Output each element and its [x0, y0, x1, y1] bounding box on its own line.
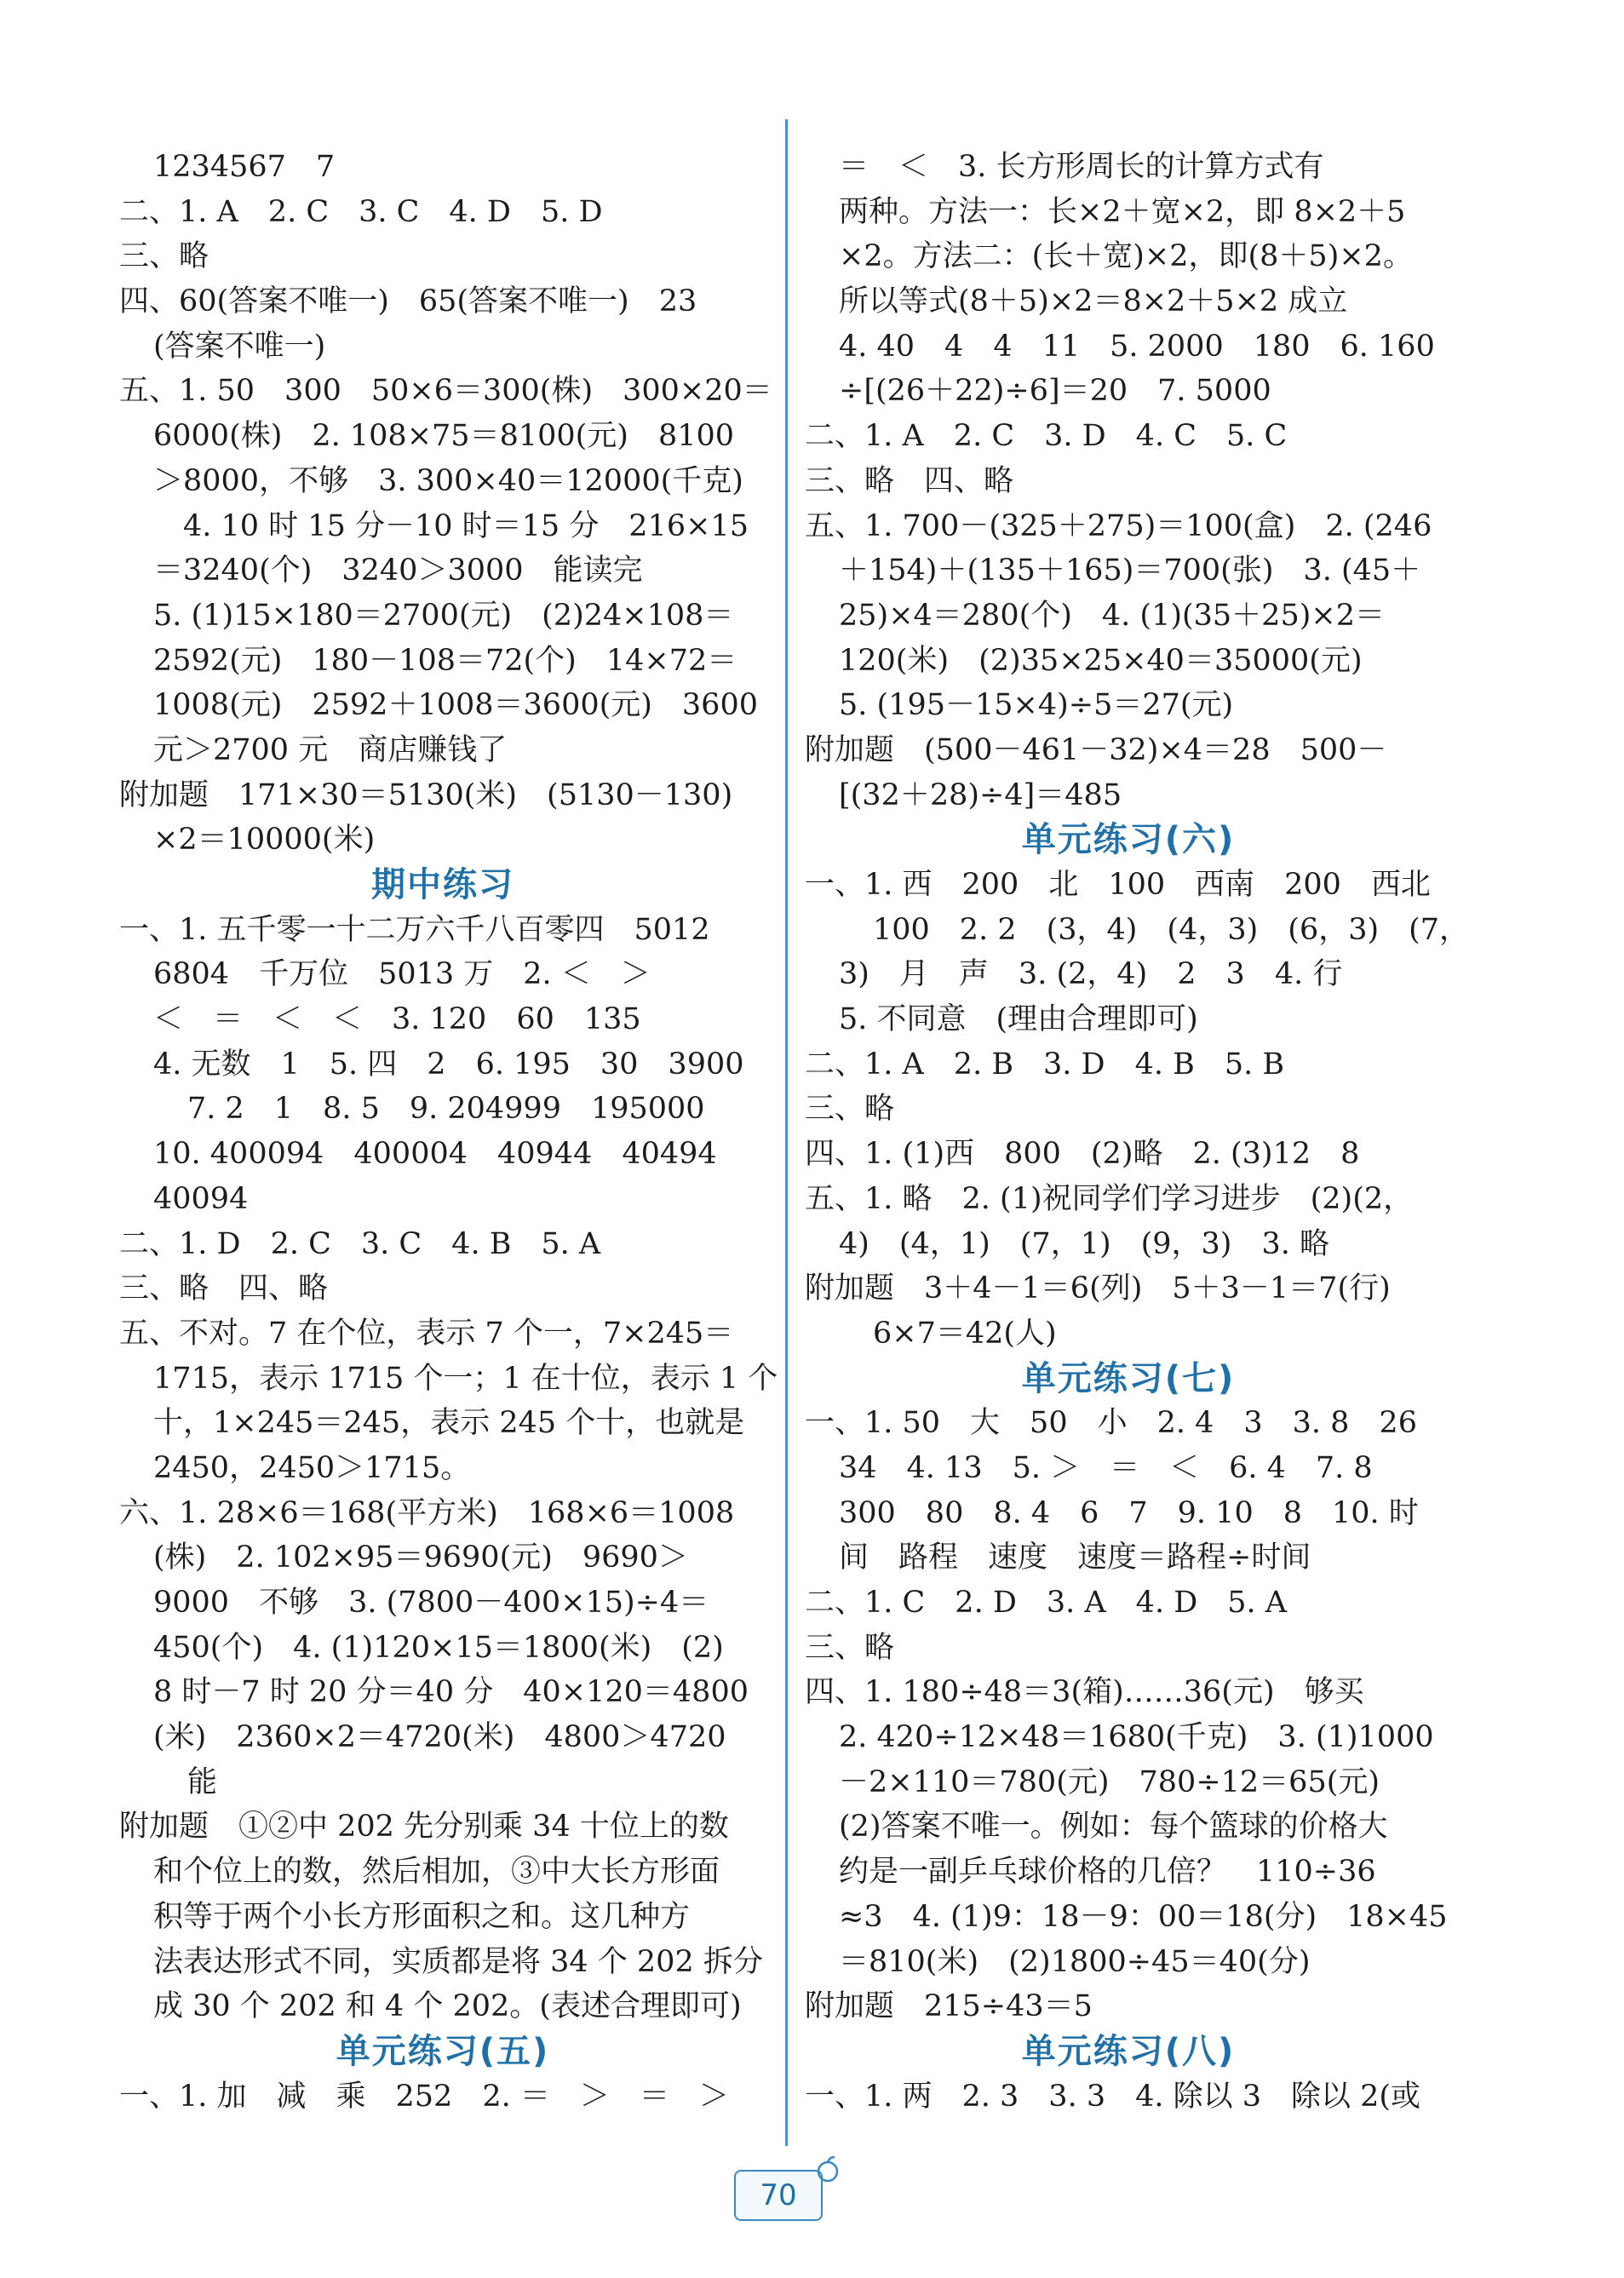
answer-line: 附加题 215÷43＝5	[805, 1989, 1093, 2024]
answer-line: 5. (1)15×180＝2700(元) (2)24×108＝	[153, 598, 734, 633]
answer-line: 一、1. 西 200 北 100 西南 200 西北	[805, 868, 1431, 902]
left-column	[119, 145, 778, 2119]
answer-line: 元＞2700 元 商店赚钱了	[153, 732, 508, 767]
answer-line: 4) (4，1) (7，1) (9，3) 3. 略	[839, 1226, 1329, 1261]
answer-line: 4. 无数 1 5. 四 2 6. 195 30 3900	[153, 1047, 744, 1082]
section-title: 单元练习(五)	[336, 2031, 550, 2071]
answer-line: 5. 不同意 (理由合理即可)	[839, 1002, 1198, 1037]
answer-line: 五、1. 略 2. (1)祝同学们学习进步 (2)(2，	[805, 1181, 1414, 1216]
answer-line: 能	[187, 1764, 218, 1799]
answer-line: 10. 400094 400004 40944 40494	[153, 1137, 717, 1172]
answer-line: 十，1×245＝245，表示 245 个十，也就是	[153, 1406, 745, 1441]
answer-line: 4. 10 时 15 分－10 时＝15 分 216×15	[153, 508, 749, 543]
answer-line: 6000(株) 2. 108×75＝8100(元) 8100	[153, 419, 735, 454]
answer-line: 二、1. A 2. C 3. D 4. C 5. C	[805, 419, 1288, 454]
answer-line: 25)×4＝280(个) 4. (1)(35＋25)×2＝	[839, 598, 1385, 633]
answer-line: ≈3 4. (1)9：18－9：00＝18(分) 18×45	[839, 1899, 1448, 1934]
answer-line: (株) 2. 102×95＝9690(元) 9690＞	[153, 1541, 688, 1575]
section-title: 单元练习(八)	[1021, 2031, 1236, 2071]
answer-line: ÷[(26＋22)÷6]＝20 7. 5000	[839, 374, 1271, 409]
apple-icon	[813, 2155, 842, 2183]
answer-line: 一、1. 加 减 乘 252 2. ＝ ＞ ＝ ＞	[119, 2079, 729, 2114]
answer-line: 三、略 四、略	[119, 1271, 329, 1306]
section-title: 期中练习	[371, 865, 514, 904]
answer-line: 三、略	[119, 239, 209, 274]
answer-line: 附加题 (500－461－32)×4＝28 500－	[805, 732, 1387, 767]
answer-line: 一、1. 50 大 50 小 2. 4 3 3. 8 26	[805, 1406, 1417, 1441]
answer-line: －2×110＝780(元) 780÷12＝65(元)	[839, 1764, 1380, 1799]
answer-line: 2592(元) 180－108＝72(个) 14×72＝	[153, 643, 737, 678]
answer-line: 四、1. 180÷48＝3(箱)……36(元) 够买	[805, 1675, 1364, 1710]
answer-line: 450(个) 4. (1)120×15＝1800(米) (2)	[153, 1630, 724, 1665]
answer-line: 一、1. 两 2. 3 3. 3 4. 除以 3 除以 2(或	[805, 2079, 1421, 2114]
answer-line: 二、1. C 2. D 3. A 4. D 5. A	[805, 1586, 1288, 1620]
answer-line: 1715，表示 1715 个一；1 在十位，表示 1 个	[153, 1361, 778, 1396]
answer-line: 100 2. 2 (3，4) (4，3) (6，3) (7，	[873, 912, 1470, 947]
answer-line: 所以等式(8＋5)×2＝8×2＋5×2 成立	[839, 284, 1348, 319]
answer-line: (米) 2360×2＝4720(米) 4800＞4720	[153, 1720, 726, 1755]
answer-line: 34 4. 13 5. ＞ ＝ ＜ 6. 4 7. 8	[839, 1450, 1373, 1485]
answer-line: (答案不唯一)	[153, 329, 326, 364]
answer-line: ＜ ＝ ＜ ＜ 3. 120 60 135	[153, 1002, 641, 1037]
answer-line: 四、1. (1)西 800 (2)略 2. (3)12 8	[805, 1137, 1360, 1172]
answer-line: 120(米) (2)35×25×40＝35000(元)	[839, 643, 1363, 678]
answer-line: 2450，2450＞1715。	[153, 1450, 471, 1485]
answer-line: 9000 不够 3. (7800－400×15)÷4＝	[153, 1586, 709, 1620]
answer-line: 三、略 四、略	[805, 463, 1014, 498]
answer-line: 2. 420÷12×48＝1680(千克) 3. (1)1000	[839, 1720, 1434, 1755]
answer-line: 五、不对。7 在个位，表示 7 个一，7×245＝	[119, 1316, 734, 1351]
answer-line: 5. (195－15×4)÷5＝27(元)	[839, 688, 1234, 723]
answer-line: 三、略	[805, 1630, 895, 1665]
answer-line: 五、1. 700－(325＋275)＝100(盒) 2. (246	[805, 508, 1432, 543]
answer-line: 五、1. 50 300 50×6＝300(株) 300×20＝	[119, 374, 772, 409]
right-column	[805, 145, 1470, 2119]
answer-line: 约是一副乒乓球价格的几倍？ 110÷36	[839, 1855, 1376, 1890]
answer-line: 附加题 ①②中 202 先分别乘 34 十位上的数	[119, 1810, 729, 1845]
answer-line: 和个位上的数，然后相加，③中大长方形面	[153, 1855, 720, 1890]
answer-line: 法表达形式不同，实质都是将 34 个 202 拆分	[153, 1944, 763, 1979]
answer-line: (2)答案不唯一。例如：每个篮球的价格大	[839, 1810, 1388, 1845]
answer-line: 300 80 8. 4 6 7 9. 10 8 10. 时	[839, 1495, 1419, 1530]
answer-line: 两种。方法一：长×2＋宽×2，即 8×2＋5	[839, 194, 1406, 229]
answer-line: 成 30 个 202 和 4 个 202。(表述合理即可)	[153, 1989, 742, 2024]
answer-line: 附加题 3＋4－1＝6(列) 5＋3－1＝7(行)	[805, 1271, 1391, 1306]
answer-line: 间 路程 速度 速度＝路程÷时间	[839, 1541, 1311, 1575]
section-title: 单元练习(七)	[1021, 1358, 1236, 1398]
answer-line: ＝ ＜ 3. 长方形周长的计算方式有	[839, 150, 1324, 184]
answer-line: 7. 2 1 8. 5 9. 204999 195000	[187, 1092, 705, 1127]
answer-line: ×2＝10000(米)	[153, 823, 376, 858]
answer-line: ＝810(米) (2)1800÷45＝40(分)	[839, 1944, 1311, 1979]
answer-line: 一、1. 五千零一十二万六千八百零四 5012	[119, 912, 710, 947]
answer-line: 1234567 7	[153, 150, 336, 184]
answer-line: 二、1. A 2. C 3. C 4. D 5. D	[119, 194, 603, 229]
column-divider	[785, 119, 788, 2146]
answer-line: 6804 千万位 5013 万 2. ＜ ＞	[153, 957, 651, 992]
answer-line: 4. 40 4 4 11 5. 2000 180 6. 160	[839, 329, 1435, 364]
answer-line: 六、1. 28×6＝168(平方米) 168×6＝1008	[119, 1495, 735, 1530]
page-number: 70	[734, 2170, 823, 2221]
section-title: 单元练习(六)	[1021, 820, 1236, 860]
answer-line: 附加题 171×30＝5130(米) (5130－130)	[119, 778, 733, 812]
answer-line: 40094	[153, 1181, 249, 1216]
answer-line: 1008(元) 2592＋1008＝3600(元) 3600	[153, 688, 758, 723]
answer-line: 积等于两个小长方形面积之和。这几种方	[153, 1899, 691, 1934]
answer-line: ＞8000，不够 3. 300×40＝12000(千克)	[153, 463, 743, 498]
answer-line: 3) 月 声 3. (2，4) 2 3 4. 行	[839, 957, 1343, 992]
answer-line: ＋154)＋(135＋165)＝700(张) 3. (45＋	[839, 554, 1421, 588]
answer-line: ×2。方法二：(长＋宽)×2，即(8＋5)×2。	[839, 239, 1413, 274]
answer-line: 二、1. A 2. B 3. D 4. B 5. B	[805, 1047, 1285, 1082]
answer-line: 三、略	[805, 1092, 895, 1127]
answer-line: 6×7＝42(人)	[873, 1316, 1057, 1351]
answer-line: 四、60(答案不唯一) 65(答案不唯一) 23	[119, 284, 697, 319]
answer-line: [(32＋28)÷4]＝485	[839, 778, 1122, 812]
answer-line: 二、1. D 2. C 3. C 4. B 5. A	[119, 1226, 601, 1261]
answer-line: 8 时－7 时 20 分＝40 分 40×120＝4800	[153, 1675, 749, 1710]
answer-line: ＝3240(个) 3240＞3000 能读完	[153, 554, 643, 588]
